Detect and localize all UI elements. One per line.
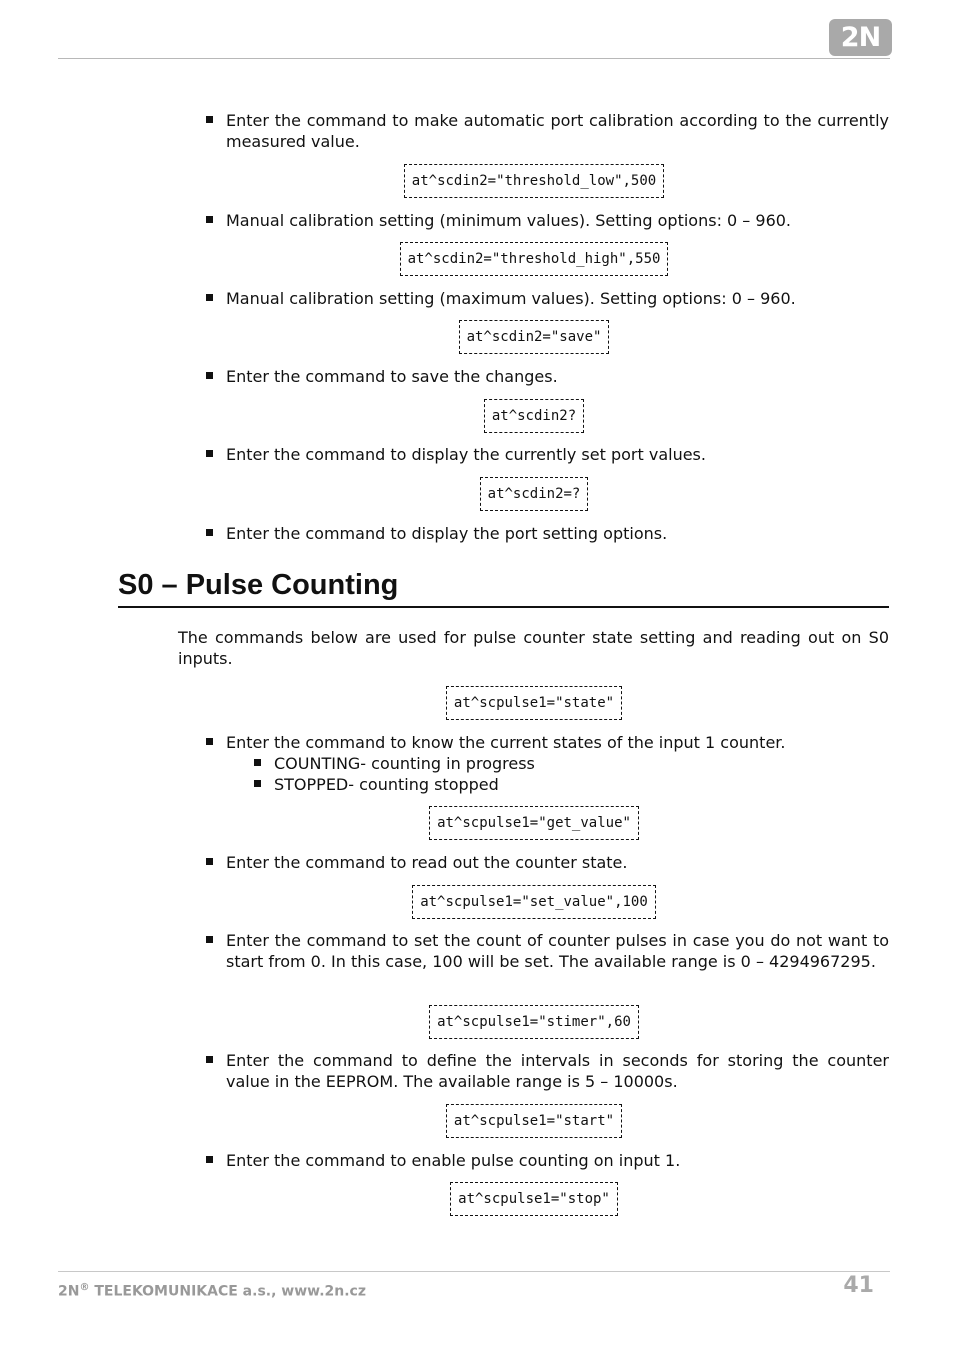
page-number: 41 bbox=[843, 1273, 874, 1298]
registered-mark: ® bbox=[79, 1282, 90, 1293]
bullet-min-calibration: Manual calibration setting (minimum values). Setting options: 0 – 960. bbox=[206, 210, 889, 231]
brand-logo: 2N bbox=[829, 19, 892, 56]
code-stimer: at^scpulse1="stimer",60 bbox=[0, 1005, 954, 1039]
header-divider bbox=[58, 58, 890, 59]
footer-brand: 2N bbox=[58, 1283, 80, 1300]
code-query-options: at^scdin2=? bbox=[0, 477, 954, 511]
bullet-auto-calibration: Enter the command to make automatic port calibration according to the currently measured value. bbox=[206, 110, 889, 152]
bullet-max-calibration: Manual calibration setting (maximum values). Setting options: 0 – 960. bbox=[206, 288, 889, 309]
bullet-display-options: Enter the command to display the port setting options. bbox=[206, 523, 889, 544]
code-threshold-low: at^scdin2="threshold_low",500 bbox=[0, 164, 954, 198]
code-set-value: at^scpulse1="set_value",100 bbox=[0, 885, 954, 919]
bullet-save-changes: Enter the command to save the changes. bbox=[206, 366, 889, 387]
code-pulse-state: at^scpulse1="state" bbox=[0, 686, 954, 720]
footer-company-text: TELEKOMUNIKACE a.s., www.2n.cz bbox=[89, 1283, 366, 1300]
bullet-counter-state: Enter the command to know the current states of the input 1 counter. bbox=[206, 732, 889, 753]
bullet-read-counter: Enter the command to read out the counter state. bbox=[206, 852, 889, 873]
bullet-eeprom-interval: Enter the command to define the intervals in seconds for storing the counter value in the EEPROM. The available range is 5 – 10000s. bbox=[206, 1050, 889, 1092]
bullet-enable-counting: Enter the command to enable pulse counting on input 1. bbox=[206, 1150, 889, 1171]
code-stop: at^scpulse1="stop" bbox=[0, 1182, 954, 1216]
code-query: at^scdin2? bbox=[0, 399, 954, 433]
bullet-set-count: Enter the command to set the count of counter pulses in case you do not want to start from 0. In this case, 100 will be set. The available range is 0 – 4294967295. bbox=[206, 930, 889, 972]
code-start: at^scpulse1="start" bbox=[0, 1104, 954, 1138]
sub-bullet-counting: COUNTING- counting in progress bbox=[254, 753, 535, 774]
code-get-value: at^scpulse1="get_value" bbox=[0, 806, 954, 840]
section-intro: The commands below are used for pulse counter state setting and reading out on S0 inputs. bbox=[178, 628, 889, 668]
code-threshold-high: at^scdin2="threshold_high",550 bbox=[0, 242, 954, 276]
section-title: S0 – Pulse Counting bbox=[118, 566, 889, 608]
footer-divider bbox=[58, 1271, 890, 1272]
bullet-display-values: Enter the command to display the currently set port values. bbox=[206, 444, 889, 465]
code-save: at^scdin2="save" bbox=[0, 320, 954, 354]
sub-bullet-stopped: STOPPED- counting stopped bbox=[254, 774, 499, 795]
footer-company bbox=[58, 1278, 366, 1302]
